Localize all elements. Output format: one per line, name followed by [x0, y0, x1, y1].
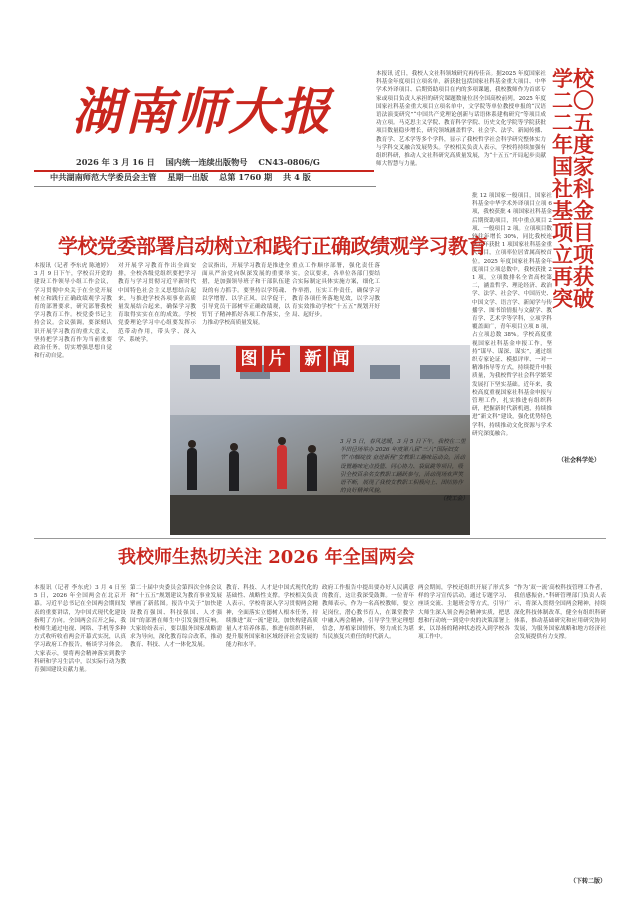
masthead-divider — [34, 186, 376, 187]
top-right-article: 本报讯 近日，我校人文社科领域研究再传佳音。据2025 年度国家社科基金年度项目立项名单，新获批包括国家社科基金重大项目、中华学术外译项目、后期资助项目在内的多项课题，我校教师作为首席专家或项目负责人承担的研究课题数量位居全国高校前列。2025 年度国家社科基金重大项目立项名单中，文学院等单位教授申报的“汉语语法演变研究”“中国共产党理论创新与话语体系建构研究”等项目成功立项。马克思主义学院、教育科学学院、历史文化学院等学院获批项目数量稳步增长，研究领域涵盖哲学、社会学、法学、新闻传播、教育学、艺术学等多个学科，显示了我校哲学社会科学研究整体实力与学科交叉融合发展势头。学校相关负责人表示，学校将持续加强有组织科研，推动人文社科研究高质量发展，为“十五五”开局起步贡献师大智慧与力量。 — [376, 71, 546, 168]
photo-window — [420, 365, 450, 379]
article2-col-2: 第二十届中央委员会第四次全体会议和“十五五”规划建议为教育事业发展擘画了新蓝图。报告中关于“加快建设教育强国、科技强国、人才强国”的部署在师生中引发强烈反响。大家纷纷表示，要以服务国家战略需求为导向，深化教育综合改革，推动教育、科技、人才一体化发展。 — [130, 585, 222, 649]
article1-col-4: 重点工作顺序部署，强化责任落实。会议要求，各单位各部门要结合实际制定具体实施方案，细化工作举措，压实工作责任，确保学习教育各项任务落地见效，以学习教育实效推动学校“十五五”规划开好局、起好步。 — [292, 263, 380, 319]
publisher-line — [50, 172, 370, 183]
page-count: 共 4 版 — [283, 172, 311, 182]
photo-person — [277, 445, 287, 489]
photo-person-head — [278, 437, 286, 445]
article2-col-3: 教育、科技、人才是中国式现代化的基础性、战略性支撑。学校相关负责人表示，学校将深入学习贯彻两会精神，全面落实立德树人根本任务，持续推进“双一流”建设，加快构建高质量人才培养体系，推进有组织科研，提升服务国家和区域经济社会发展的能力和水平。 — [226, 585, 318, 649]
vertical-headline: 学校二〇二五年度国家社科基金项目立项再获突破 — [552, 66, 594, 311]
photo-label-char-1: 图 — [236, 346, 262, 372]
photo-label-char-2: 片 — [264, 346, 290, 372]
right-column-article: 批 12 项国家一般项目，国家社科基金中华学术外译项目立项 6 项，我校获批 4 项国家社科基金后期资助项目，其中重点项目 2 项、一般项目 2 项。立项项目数较往年增长 30%，同比我校连续五年获批 1 项国家社科基金重大项目，立项率位居省属高校首位。2025 年度国家社科基金年度项目立项总数中，我校获批 21 项，立项数排名全省高校第二，涵盖哲学、理论经济、政治学、法学、社会学、中国历史、中国文学、语言学、新闻学与传播学、图书馆情报与文献学、教育学、艺术学等学科，立项学科覆盖面广，青年项目立项 8 项，占立项总数 38%。学校高度重视国家社科基金申报工作，坚持“谋早、谋深、谋实”，通过组织专家论证、模拟评审、一对一精准指导等方式，持续提升申报质量，为我校哲学社会科学繁荣发展打下坚实基础。近年来，我校高度重视国家社科基金申报与管理工作，扎实推进有组织科研，把握新时代新机遇，持续推进“新文科”建设，强化优势特色学科，持续推动文化资源与学术研究深度融合。 — [472, 193, 552, 437]
photo-person — [307, 453, 317, 491]
section-divider — [34, 538, 606, 539]
photo-window — [370, 365, 400, 379]
photo-caption-text: 3 月 5 日，春风送暖，3 月 5 日下午，我校在二里半田径场举办 2026 年度第八届“三八”国际妇女节“巾帼绽放 奋进新程”女教职工趣味运动会。活动设置趣味定点投篮、同心协力、袋鼠跳等项目，吸引全校百余名女教职工踊跃参与，活动现场欢声笑语不断，展现了我校女教职工积极向上、团结协作的良好精神风貌。 — [340, 439, 466, 495]
issue-date: 2026 年 3 月 16 日 — [76, 157, 155, 167]
article2-col-5: 两会期间，学校还组织开展了形式多样的学习宣传活动，通过专题学习、座谈交流、主题班会等方式，引导广大师生深入领会两会精神实质，把思想和行动统一到党中央的决策部署上来，以昂扬的精神状态投入到学校各项工作中。 — [418, 585, 510, 641]
photo-person-head — [308, 445, 316, 453]
cn-label: 国内统一连续出版物号 — [165, 157, 248, 167]
photo-window — [190, 365, 220, 379]
article1-col-2: 对开展学习教育作出全面安排，全校各级党组织要把学习教育与学习贯彻习近平新时代中国特色社会主义思想结合起来，与推进学校各项事业高质量发展结合起来，确保学习教育取得实实在在的成效。学校党委理论学习中心组要发挥示范带动作用，带头学、深入学、系统学。 — [118, 263, 196, 343]
masthead-title: 湖南师大报 — [72, 82, 332, 141]
continued-next-page: （下转二版） — [570, 878, 607, 885]
cn-number: CN43-0806/G — [258, 157, 320, 167]
headline-two-sessions: 我校师生热切关注 2026 年全国两会 — [118, 547, 415, 568]
photo-caption-credit: （校工会） — [440, 496, 468, 503]
publisher: 中共湖南师范大学委员会主管 — [50, 172, 157, 182]
photo-label-char-4: 闻 — [328, 346, 354, 372]
article2-col-6: “作为‘双一流’高校科技管理工作者，我倍感振奋。”科研管理部门负责人表示，将深入贯彻全国两会精神，持续深化科技体制改革，健全有组织科研体系，推动基础研究和应用研究协同发展，为服务国家战略和地方经济社会发展提供有力支撑。 — [514, 585, 606, 641]
issue-number: 总第 1760 期 — [219, 172, 273, 182]
article1-col-3: 会议指出，开展学习教育是推进全面从严治党向纵深发展的重要举措，是加强领导班子和干部队伍建设的有力抓手。要坚持以学铸魂、以学增智、以学正风、以学促干，引导党员干部树牢正确政绩观，以钉钉子精神抓好各项工作落实，全力推动学校高质量发展。 — [202, 263, 290, 327]
photo-person — [229, 451, 239, 491]
photo-caption — [340, 438, 468, 528]
photo-label-char-3: 新 — [300, 346, 326, 372]
article2-col-4: 政府工作报告中提出要办好人民满意的教育，这让我深受鼓舞。一位青年教师表示，作为一名高校教师，要立足岗位，潜心教书育人，在课堂教学中融入两会精神，引导学生坚定理想信念，厚植家国情怀，努力成长为堪当民族复兴重任的时代新人。 — [322, 585, 414, 641]
right-column-credit: （社会科学处） — [558, 457, 601, 464]
photo-person-head — [230, 443, 238, 451]
headline-party-education: 学校党委部署启动树立和践行正确政绩观学习教育 — [58, 234, 487, 258]
photo-person-head — [188, 440, 196, 448]
publish-day: 星期一出版 — [167, 172, 209, 182]
article1-col-1: 本报讯（记者 李东虎 陈迪婷）3 月 9 日下午，学校召开党的建设工作领导小组工作会议，学习贯彻中央关于在全党开展树立和践行正确政绩观学习教育的部署要求，研究部署我校学习教育工作。校党委书记主持会议。会议强调，要深刻认识开展学习教育的重大意义，坚持把学习教育作为当前重要政治任务，切实增强思想自觉和行动自觉。 — [34, 263, 112, 360]
dateline — [76, 157, 364, 168]
article2-col-1: 本报讯（记者 李东虎）3 月 4 日至 5 日，2026 年全国两会在北京开幕。习近平总书记在全国两会期间发表的重要讲话，为中国式现代化建设指明了方向。全国两会召开之际，我校师生通过电视、网络、手机等多种方式收听收看两会开幕式实况，认真学习政府工作报告，畅谈学习体会。大家表示，要将两会精神落实到教学科研和学习生活中，以实际行动为教育强国建设贡献力量。 — [34, 585, 126, 674]
photo-person — [187, 448, 197, 490]
